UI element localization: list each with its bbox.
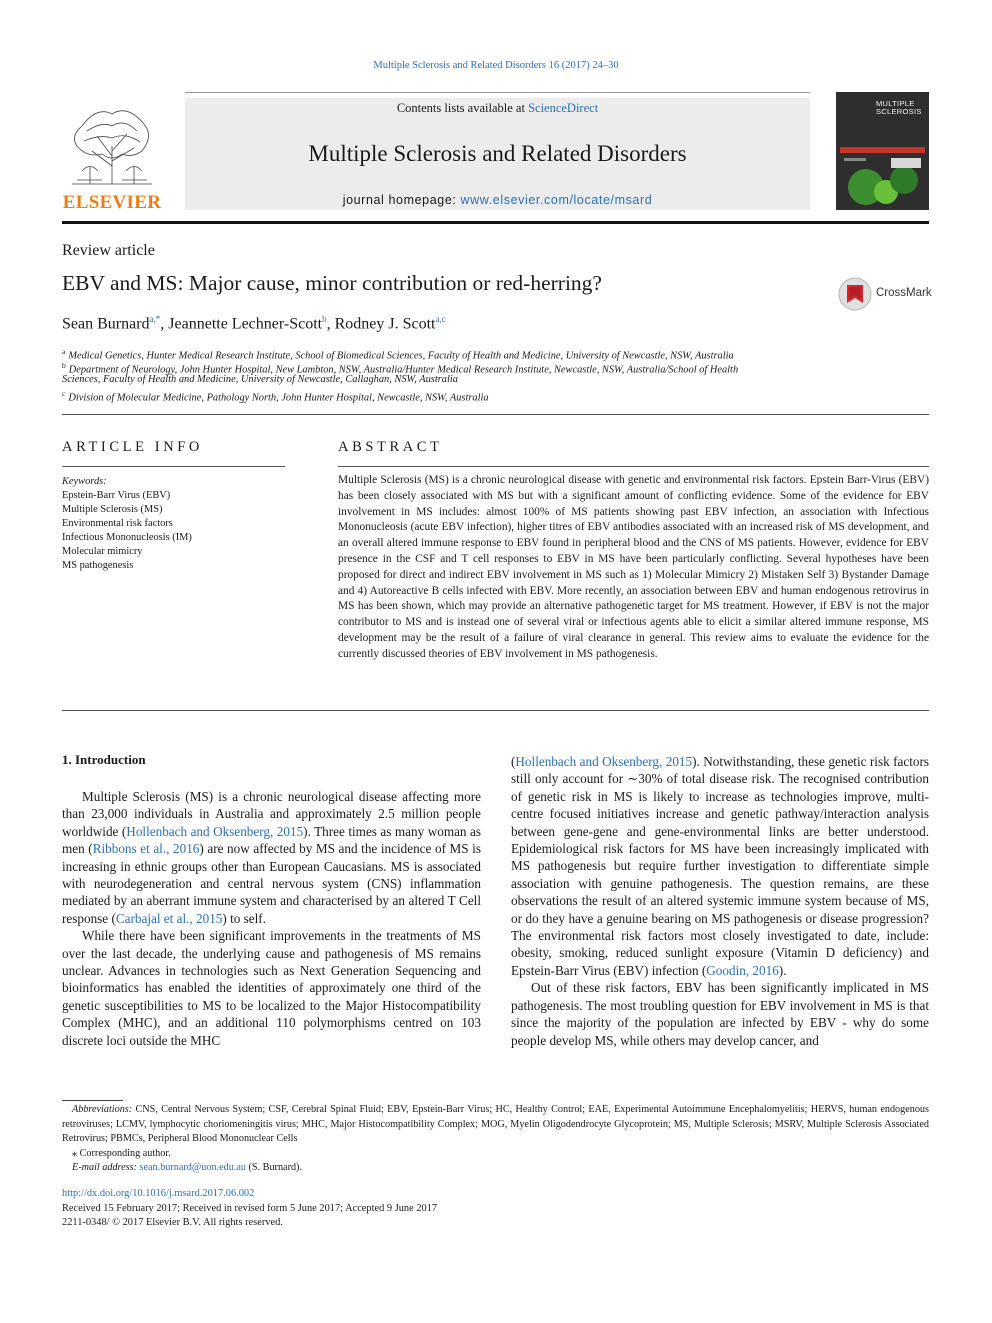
cover-title-line2: SCLEROSIS <box>876 107 922 116</box>
text-run: ). Three times as many woman as men ( <box>62 823 482 857</box>
footnote-rule <box>62 1100 123 1101</box>
author-list: Sean Burnard$^{a,*}$, Jeannette Lechner-Scott$^b$, Rodney J. Scott$^{a,c}$ <box>62 314 446 333</box>
intro-paragraph-1 <box>62 788 481 927</box>
corresponding-footnote: ⁎ Corresponding author. <box>72 1147 171 1159</box>
intro-heading: 1. Introduction <box>62 752 146 767</box>
text-run: ) are now affected by MS and the incidence of MS is increasing in ethnic groups other than European Caucasians. MS is associated with neurodegeneration and central nervous system (CNS) inflammation mediated by an aberrant immune system and characterised by an altered T Cell response ( <box>62 841 481 926</box>
affiliation-divider <box>62 414 929 415</box>
abstract-heading: ABSTRACT <box>338 439 443 455</box>
keyword-item: Infectious Mononucleosis (IM) <box>62 532 192 543</box>
article-info-heading: ARTICLE INFO <box>62 439 204 455</box>
text-run: ( <box>511 754 516 769</box>
text-run: ). Notwithstanding, these genetic risk factors still only account for ∼30% of total disease risk. The recognised contribution of genetic risk in MS is likely to increase as technologies improve, multi-centre focused initiatives increase and genetic pathway/interaction analysis between gene-gene and gene-environmental links are better understood. Epidemiological risk factors for MS have been increasingly implicated with MS pathogenesis but require further investigation to differentiate simple association with genuine pathogenesis. The question remains, are these observations the result of an altered systemic immune system because of MS, or do they have a genuine bearing on MS pathogenesis or disease progression? The environmental risk factors most closely investigated to date, include: obesity, smoking, reduced sunlight exposure (Vitamin D deficiency) and Epstein-Barr Virus (EBV) infection ( <box>511 754 930 978</box>
author-name[interactable]: Jeannette Lechner-Scott <box>168 315 323 333</box>
affiliation-mark: b <box>62 361 66 370</box>
affiliation-b-cont <box>62 373 812 387</box>
text-run: ). <box>778 962 787 978</box>
abbreviations-text: CNS, Central Nervous System; CSF, Cerebral Spinal Fluid; EBV, Epstein-Barr Virus; HC, Healthy Control; EAE, Experimental Autoimmune Encephalomyelitis; HERVS, human endogenous retroviruses; LCMV, lymphocytic choriomeningitis virus; MHC, Major Histocompatibility Complex; MOG, Myelin Oligodendrocyte Glycoprotein; MS, Multiple Sclerosis; MSRV, Multiple Sclerosis Associated Retrovirus; PBMCs, Peripheral Blood Mononuclear Cells <box>62 1104 929 1144</box>
cover-title-line1: MULTIPLE <box>876 99 915 108</box>
article-meta <box>62 1187 437 1231</box>
abbreviations-footnote <box>62 1103 929 1147</box>
author-name[interactable]: Sean Burnard <box>62 315 150 333</box>
elsevier-wordmark: ELSEVIER <box>62 192 162 213</box>
contents-line <box>185 101 810 116</box>
author-name[interactable]: Rodney J. Scott <box>334 315 436 333</box>
keyword-item: Environmental risk factors <box>62 518 173 529</box>
citation-link[interactable]: Hollenbach and Oksenberg, 2015 <box>515 754 693 769</box>
abstract-rule <box>338 466 929 467</box>
citation-link[interactable]: Goodin, 2016 <box>706 962 779 978</box>
left-column <box>62 788 481 1049</box>
keyword-item: MS pathogenesis <box>62 560 134 571</box>
doi-link[interactable]: http://dx.doi.org/10.1016/j.msard.2017.06.002 <box>62 1188 255 1199</box>
email-footnote <box>62 1161 929 1176</box>
intro-paragraph-3: Out of these risk factors, EBV has been significantly implicated in MS pathogenesis. The most troubling question for EBV involvement in MS is that since the majority of the population are infected by EBV - why do some people develop MS, while others may develop cancer, and <box>511 980 929 1048</box>
journal-homepage <box>185 193 810 207</box>
citation-link[interactable]: Carbajal et al., 2015 <box>115 910 223 926</box>
copyright: 2211-0348/ © 2017 Elsevier B.V. All rights reserved. <box>62 1217 283 1228</box>
keyword-item: Epstein-Barr Virus (EBV) <box>62 490 171 501</box>
header-divider <box>62 221 929 224</box>
crossmark-badge[interactable] <box>838 277 930 311</box>
journal-citation[interactable] <box>0 60 992 71</box>
homepage-link[interactable]: www.elsevier.com/locate/msard <box>460 193 653 207</box>
affiliation-text: Sciences, Faculty of Health and Medicine, University of Newcastle, Callaghan, NSW, Australia <box>62 374 458 385</box>
affiliation-text: Department of Neurology, John Hunter Hospital, New Lambton, NSW, Australia/Hunter Medical Research Institute, Newcastle, NSW, Australia/School of Health <box>68 364 739 376</box>
email-suffix: (S. Burnard). <box>245 1162 302 1173</box>
cover-title <box>876 100 922 116</box>
crossmark-icon <box>838 277 872 311</box>
affiliation-mark: c <box>62 389 66 398</box>
citation-link[interactable]: Hollenbach and Oksenberg, 2015 <box>126 823 304 839</box>
text-run: Multiple Sclerosis (MS) is a chronic neurological disease affecting more than 23,000 individuals in Australia and approximately 2.5 million people worldwide ( <box>62 789 481 839</box>
article-type: Review article <box>62 242 155 259</box>
journal-citation-link[interactable]: Multiple Sclerosis and Related Disorders 16 (2017) 24–30 <box>373 60 619 71</box>
abstract-text: Multiple Sclerosis (MS) is a chronic neurological disease with genetic and environmental risk factors. Epstein Barr-Virus (EBV) has been closely associated with MS but with a significant amount of conflicting evidence. Some of the evidence for EBV involvement in MS includes: almost 100% of MS patients showing past EBV infection, an association with Infectious Mononucleosis (acute EBV infection), higher titres of EBV antibodies associated with an increased risk of MS development, and an overall altered immune response to EBV found in peripheral blood and the CNS of MS patients. However, evidence for EBV presence in the CSF and T cell responses to EBV in MS have been particularly conflicting. Several hypotheses have been proposed for direct and indirect EBV involvement in MS such as 1) Molecular Mimicry 2) Mistaken Self 3) Bystander Damage and 4) Autoreactive B cells infected with EBV. More recently, an association between EBV and human endogenous retrovirus in MS has been shown, which may provide an alternative pathogenetic target for MS treatment. However, if EBV is not the major contributor to MS and is instead one of several viral or infectious agents able to elicit a similar altered immune response, MS development may be the result of a failure of viral clearance in general. This review aims to evaluate the evidence for the currently discussed theories of EBV involvement in MS pathogenesis. <box>338 474 929 660</box>
text-run: ) to self. <box>222 910 266 926</box>
crossmark-label: CrossMark <box>876 287 932 299</box>
affiliation-mark: a <box>62 347 66 356</box>
email-label: E-mail address: <box>72 1162 140 1173</box>
received-dates: Received 15 February 2017; Received in revised form 5 June 2017; Accepted 9 June 2017 <box>62 1202 438 1214</box>
abbreviations-label: Abbreviations: <box>72 1104 133 1115</box>
journal-name: Multiple Sclerosis and Related Disorders <box>308 141 687 166</box>
affiliation-c <box>62 387 812 405</box>
journal-cover-thumbnail[interactable] <box>836 92 929 210</box>
author-marks[interactable]: a,c <box>435 314 446 324</box>
abstract-divider <box>62 710 929 711</box>
homepage-prefix: journal homepage: <box>342 193 461 207</box>
citation-link[interactable]: Ribbons et al., 2016 <box>92 841 200 857</box>
banner-top-rule <box>185 92 810 93</box>
intro-paragraph-2-cont <box>511 753 929 979</box>
sciencedirect-link[interactable]: ScienceDirect <box>528 101 599 115</box>
affiliation-text: Division of Molecular Medicine, Pathology North, John Hunter Hospital, Newcastle, NSW, Australia <box>68 392 489 404</box>
article-title: EBV and MS: Major cause, minor contribution or red-herring? <box>62 271 602 295</box>
email-link[interactable]: sean.burnard@uon.edu.au <box>139 1162 246 1173</box>
author-marks[interactable]: b <box>322 314 327 324</box>
article-info-rule <box>62 466 285 467</box>
author-marks[interactable]: a,* <box>149 314 161 324</box>
footnotes <box>62 1103 929 1176</box>
contents-prefix: Contents lists available at <box>396 101 529 115</box>
keyword-item: Molecular mimicry <box>62 546 143 557</box>
right-column <box>511 753 929 1049</box>
intro-paragraph-2: While there have been significant improvements in the treatments of MS over the last decade, the underlying cause and pathogenesis of MS remains unclear. Advances in technologies such as Next Generation Sequencing and bioinformatics has enabled the identities of approximately one third of the genetic susceptibilities to MS to be localized to the Major Histocompatibility Complex (MHC), and an additional 110 polymorphisms centred on 103 discrete loci outside the MHC <box>62 928 481 1048</box>
affiliation-text: Medical Genetics, Hunter Medical Research Institute, School of Biomedical Sciences, Faculty of Health and Medicine, University of Newcastle, NSW, Australia <box>68 350 734 362</box>
keywords-label: Keywords: <box>62 476 107 487</box>
keyword-item: Multiple Sclerosis (MS) <box>62 504 163 515</box>
